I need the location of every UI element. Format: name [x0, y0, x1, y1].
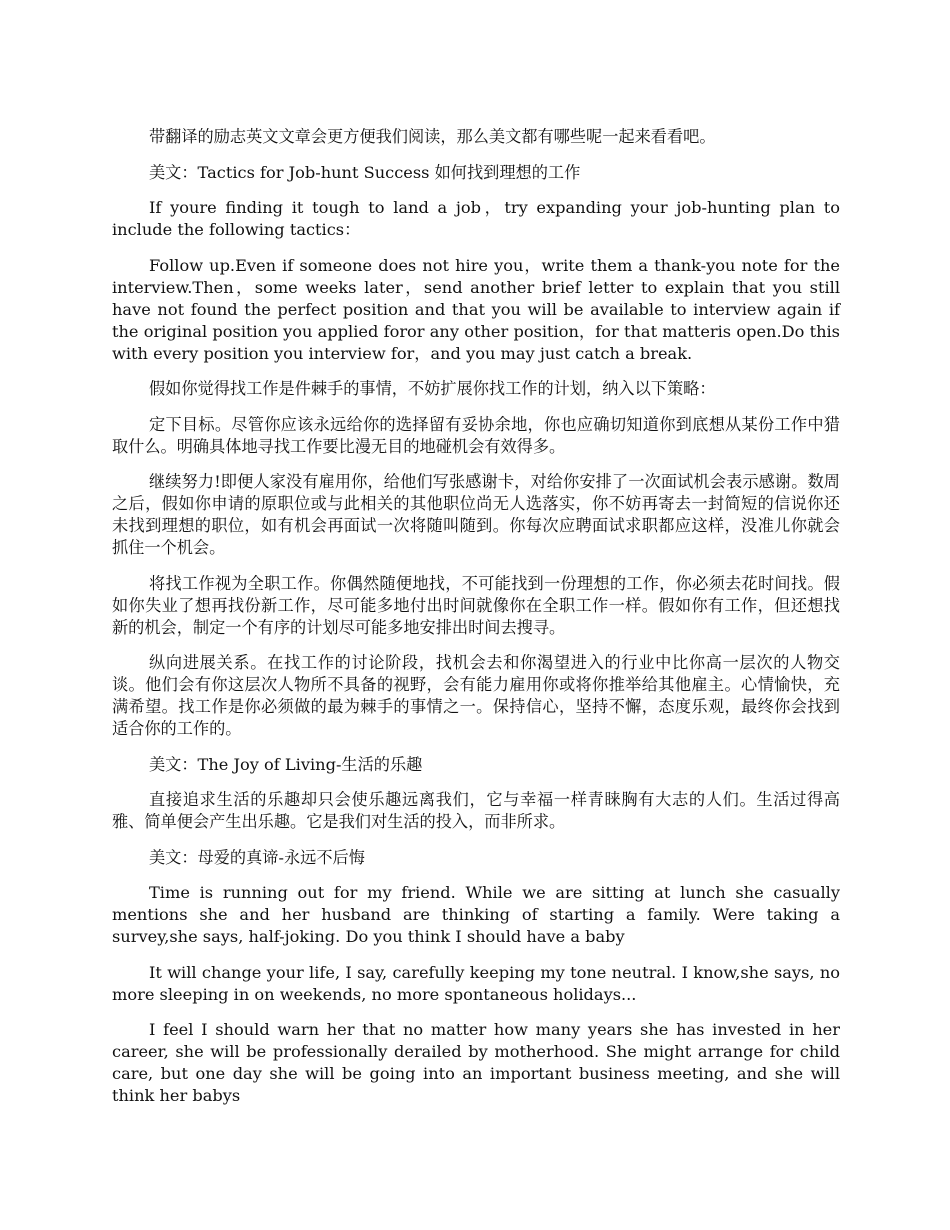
- paragraph: 定下目标。尽管你应该永远给你的选择留有妥协余地，你也应确切知道你到底想从某份工作中猎取什么。明确具体地寻找工作要比漫无目的地碰机会有效得多。: [112, 414, 840, 456]
- section-heading-job-hunt: 美文：Tactics for Job-hunt Success 如何找到理想的工作: [149, 162, 581, 182]
- paragraph: Follow up.Even if someone does not hire you，write them a thank-you note for the interview.Then，some weeks later，send another brief letter to explain that you still have not found the perfect position and that you will be available to interview again if the original position you applied foror any other position，for that matteris open.Do this with every position you interview for，and you may just catch a break.: [112, 255, 840, 363]
- intro-paragraph: 带翻译的励志英文文章会更方便我们阅读，那么美文都有哪些呢一起来看看吧。: [149, 127, 716, 146]
- document-page: [112, 126, 840, 1121]
- paragraph: 假如你觉得找工作是件棘手的事情，不妨扩展你找工作的计划，纳入以下策略：: [149, 379, 716, 398]
- section-heading-mother-love: 美文：母爱的真谛-永远不后悔: [149, 847, 365, 867]
- paragraph: 将找工作视为全职工作。你偶然随便地找，不可能找到一份理想的工作，你必须去花时间找。假如你失业了想再找份新工作，尽可能多地付出时间就像你在全职工作一样。假如你有工作，但还想找新的机会，制定一个有序的计划尽可能多地安排出时间去搜寻。: [112, 573, 840, 637]
- paragraph: 纵向进展关系。在找工作的讨论阶段，找机会去和你渴望进入的行业中比你高一层次的人物交谈。他们会有你这层次人物所不具备的视野，会有能力雇用你或将你推举给其他雇主。心情愉快，充满希望。找工作是你必须做的最为棘手的事情之一。保持信心，坚持不懈，态度乐观，最终你会找到适合你的工作的。: [112, 653, 840, 738]
- paragraph: If youre finding it tough to land a job，try expanding your job-hunting plan to include the following tactics：: [112, 198, 840, 239]
- paragraph: 继续努力!即便人家没有雇用你，给他们写张感谢卡，对给你安排了一次面试机会表示感谢。数周之后，假如你申请的原职位或与此相关的其他职位尚无人选落实，你不妨再寄去一封简短的信说你还未找到理想的职位，如有机会再面试一次将随叫随到。你每次应聘面试求职都应这样，没准儿你就会抓住一个机会。: [112, 472, 840, 557]
- paragraph: Time is running out for my friend. While we are sitting at lunch she casually mentions she and her husband are thinking of starting a family. Were taking a survey,she says, half-joking. Do you think I should have a baby: [112, 883, 840, 946]
- paragraph: It will change your life, I say, carefully keeping my tone neutral. I know,she says, no more sleeping in on weekends, no more spontaneous holidays...: [112, 962, 840, 1004]
- section-heading-joy-of-living: 美文：The Joy of Living-生活的乐趣: [149, 754, 423, 774]
- paragraph: 直接追求生活的乐趣却只会使乐趣远离我们，它与幸福一样青睐胸有大志的人们。生活过得高雅、简单便会产生出乐趣。它是我们对生活的投入，而非所求。: [112, 790, 840, 831]
- paragraph: I feel I should warn her that no matter how many years she has invested in her career, she will be professionally derailed by motherhood. She might arrange for child care, but one day she will be going into an important business meeting, and she will think her babys: [112, 1020, 840, 1105]
